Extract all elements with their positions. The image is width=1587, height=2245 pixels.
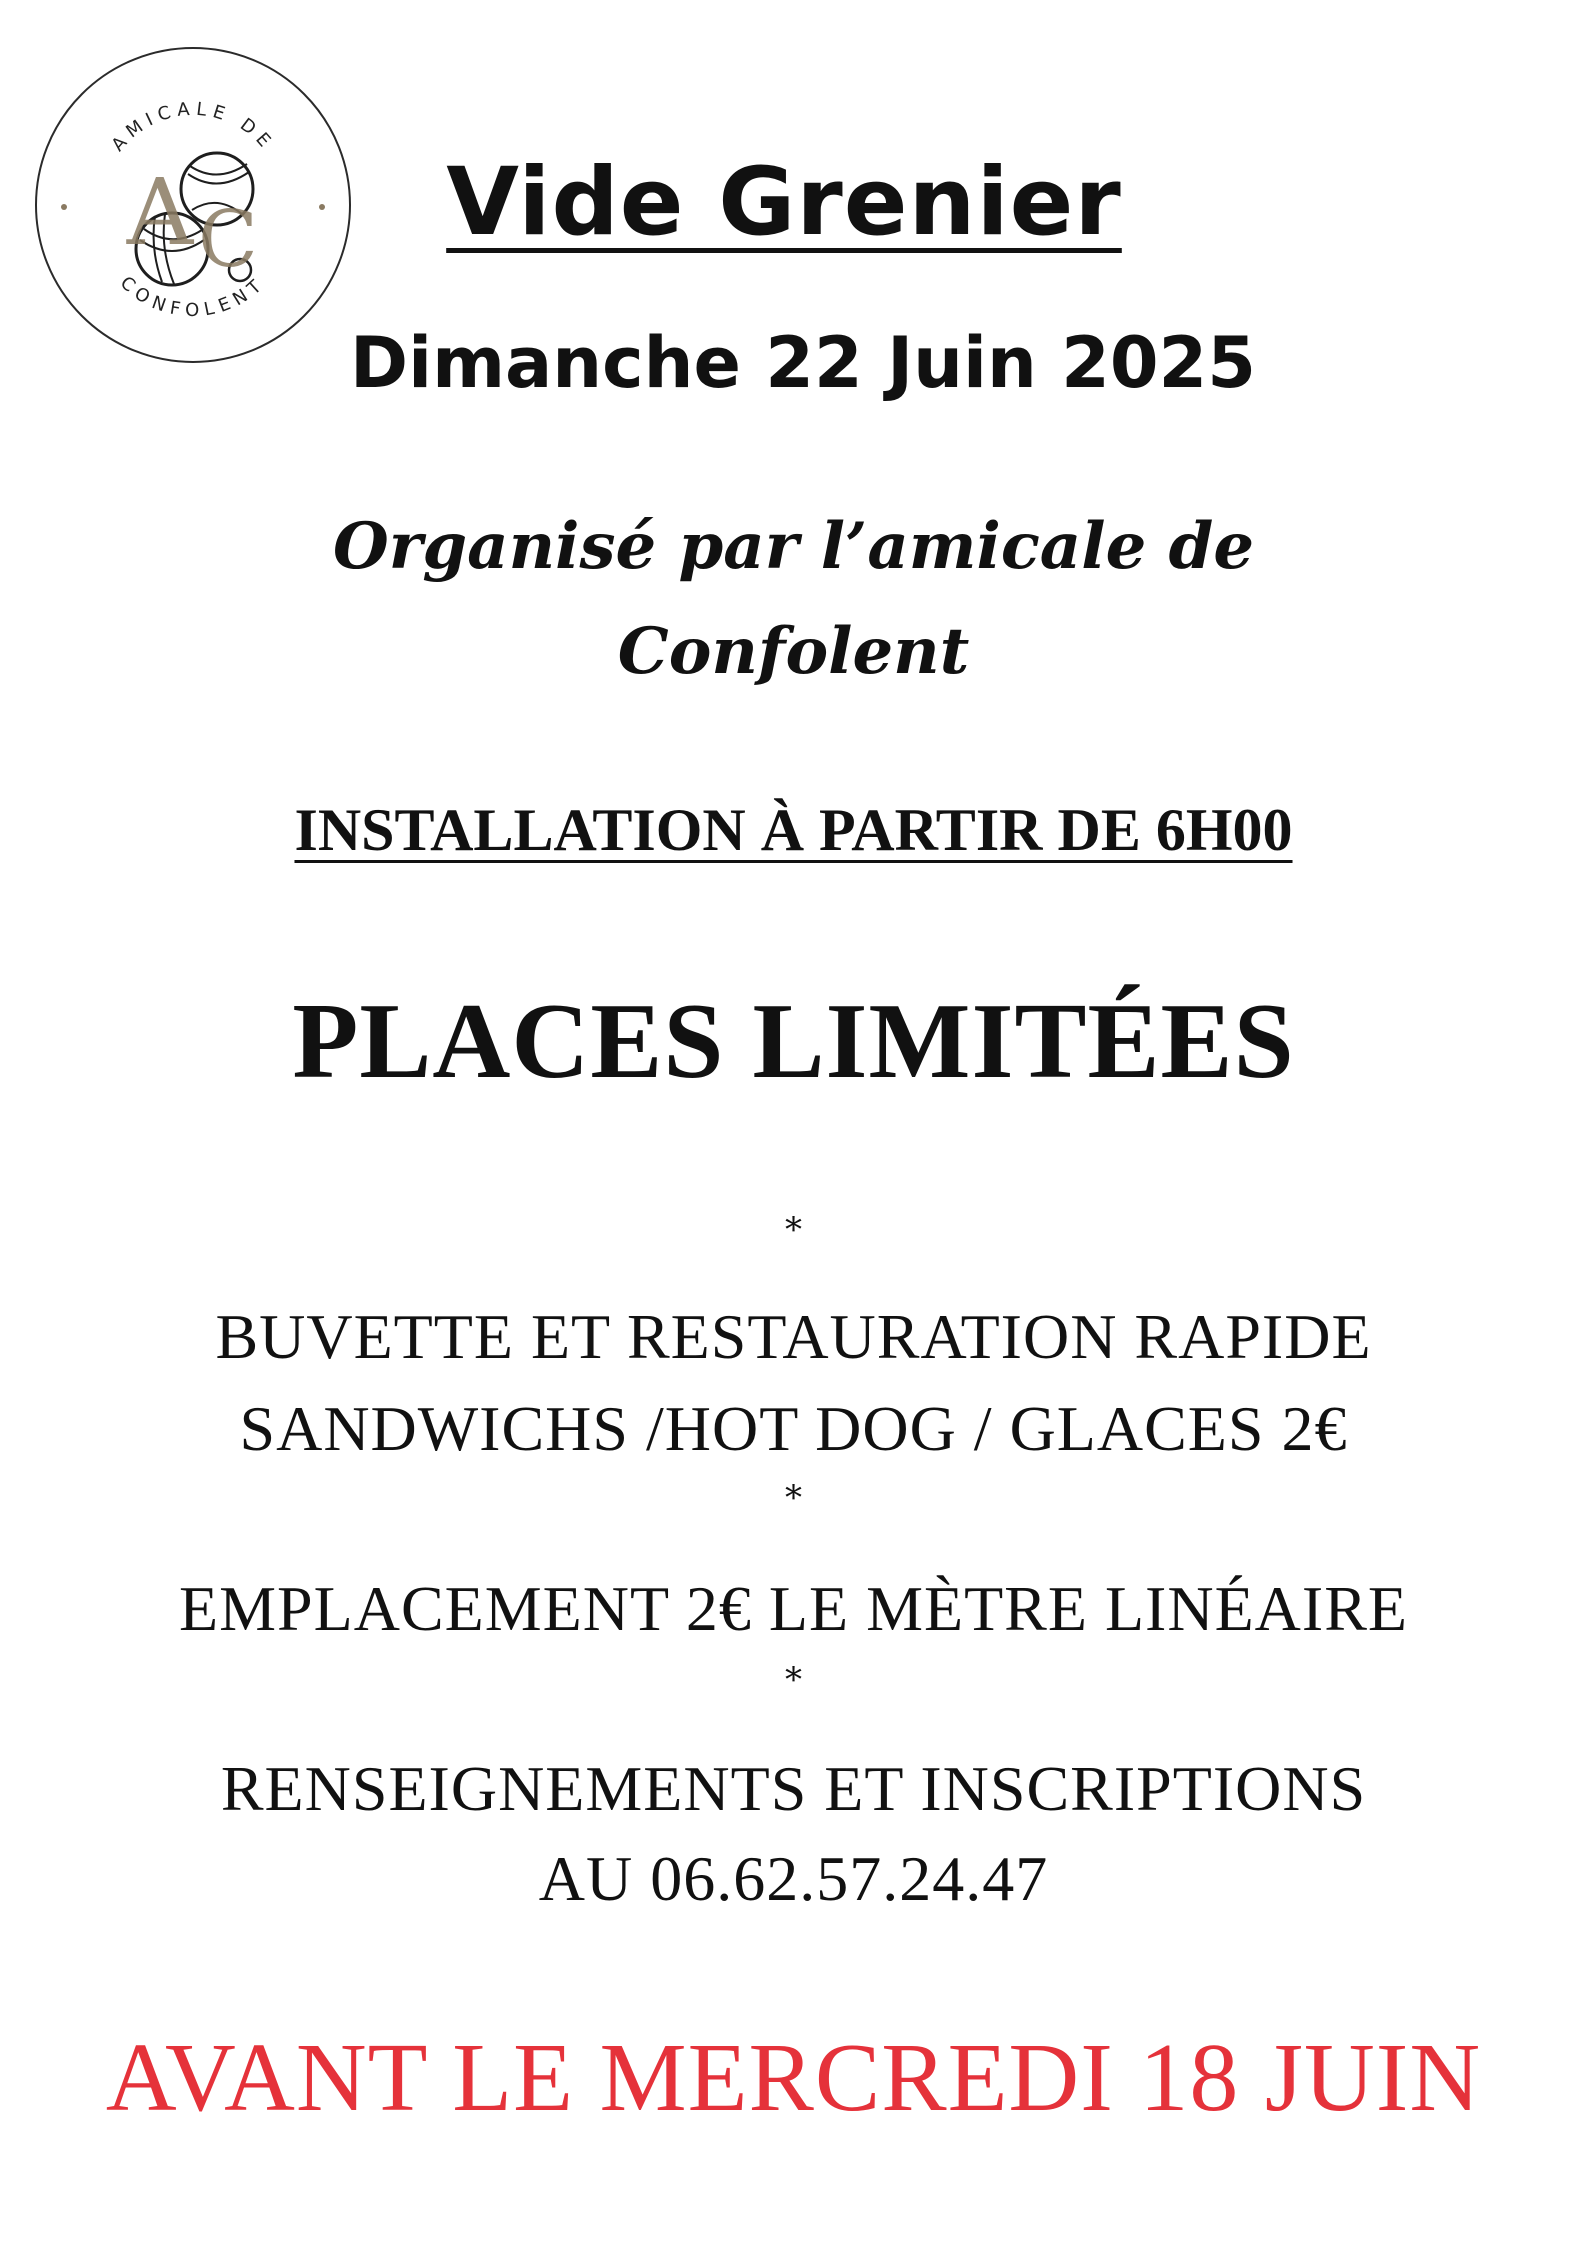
installation-time: INSTALLATION À PARTIR DE 6H00 [294,797,1293,863]
logo-monogram-a: A [126,159,194,266]
logo-text-top: AMICALE DE [107,98,279,156]
svg-text:AMICALE DE [108,99,279,156]
food-line-1: BUVETTE ET RESTAURATION RAPIDE [215,1301,1372,1372]
phone-number: AU 06.62.57.24.47 [538,1843,1049,1914]
logo-monogram-c: C [198,195,258,285]
food-line-2: SANDWICHS /HOT DOG / GLACES 2€ [239,1393,1348,1464]
organizer-line-2: Confolent [617,614,970,689]
info-line-1: RENSEIGNEMENTS ET INSCRIPTIONS [220,1753,1367,1824]
limited-places-heading: PLACES LIMITÉES [292,982,1295,1101]
amicale-logo [32,44,354,366]
logo-text-bottom: CONFOLENT [115,272,271,322]
separator-star: * [785,1478,802,1518]
poster-title: Vide Grenier [446,148,1122,257]
organizer-line-1: Organisé par l’amicale de [332,509,1255,584]
petanque-balls-icon [32,44,354,366]
pitch-price: EMPLACEMENT 2€ LE MÈTRE LINÉAIRE [179,1573,1408,1644]
separator-star: * [785,1210,802,1250]
event-date: Dimanche 22 Juin 2025 [350,322,1256,404]
separator-star: * [785,1660,802,1700]
registration-deadline: AVANT LE MERCREDI 18 JUIN [105,2024,1482,2132]
